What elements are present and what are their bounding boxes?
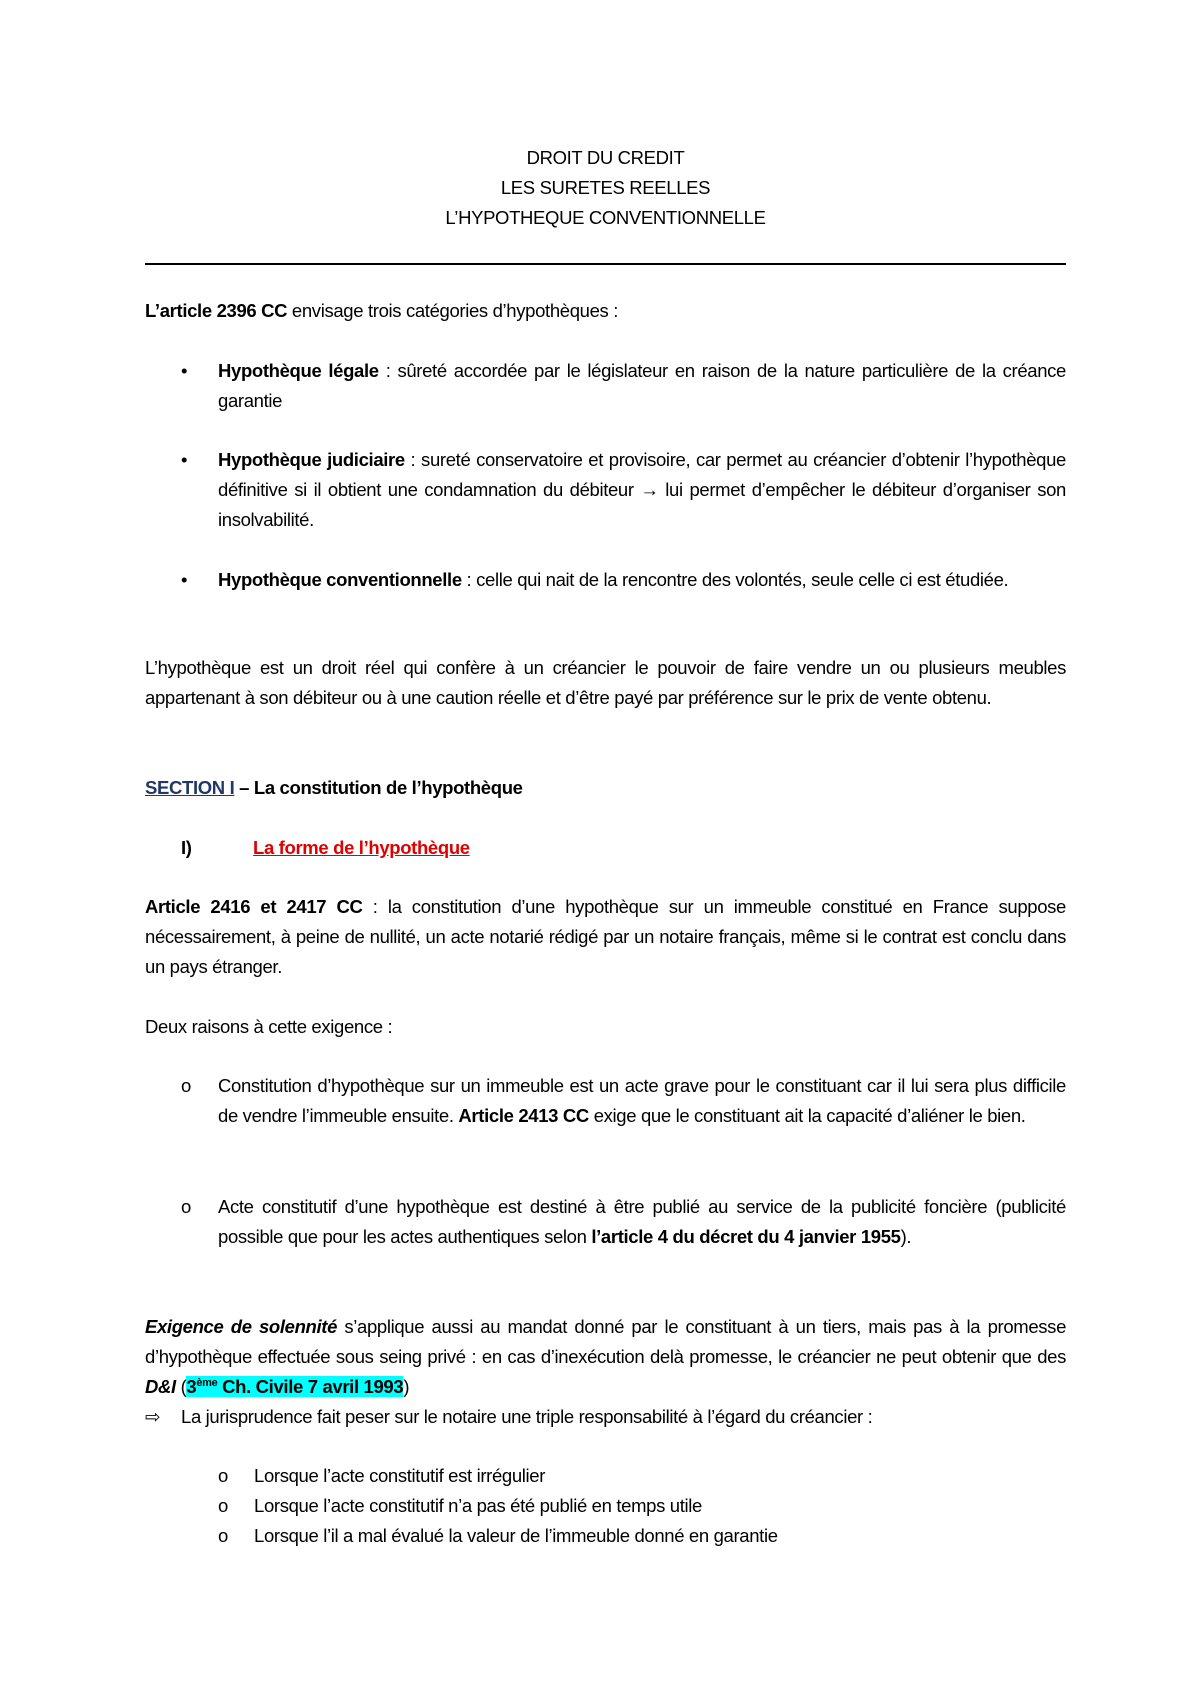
item-text: Acte constitutif d’une hypothèque est destiné à être publié au service de la publicité foncière (publicité possible que pour les actes authentiques selon: [218, 1196, 1066, 1247]
paren: ): [403, 1376, 410, 1397]
bullet-icon: •: [181, 569, 188, 590]
reasons-intro: Deux raisons à cette exigence :: [145, 1016, 393, 1037]
item-term: Hypothèque légale: [218, 360, 379, 381]
list-item: [145, 356, 1066, 416]
solemnity-text: s’applique aussi au mandat donné par le constituant à un tiers, mais pas à la promesse d’hypothèque effectuée sous seing privé : en cas d’inexécution delà promesse, le créancier ne peut obtenir que des: [145, 1316, 1067, 1367]
title-line: DROIT DU CREDIT: [526, 147, 685, 168]
list-item: [145, 565, 1066, 595]
ref-sup: ème: [196, 1376, 218, 1389]
part-heading: [145, 833, 1066, 863]
damages-abbr: D&I: [145, 1376, 176, 1397]
section-heading: [145, 773, 1066, 803]
list-item: [145, 1071, 1066, 1131]
circle-bullet-icon: o: [218, 1525, 228, 1546]
section-label: SECTION I: [145, 777, 235, 798]
list-item: [145, 1521, 1066, 1551]
part-number: I): [181, 837, 192, 858]
item-ref: Article 2413 CC: [458, 1105, 589, 1126]
bullet-icon: •: [181, 449, 188, 470]
section-title: – La constitution de l’hypothèque: [234, 777, 523, 798]
jurisprudence-text: La jurisprudence fait peser sur le notaire une triple responsabilité à l’égard du créancier :: [181, 1406, 873, 1427]
article-paragraph: [145, 892, 1066, 982]
list-item: [145, 1192, 1066, 1252]
jurisprudence-line: [145, 1402, 1066, 1432]
list-item: [145, 445, 1066, 535]
ref-rest: Ch. Civile 7 avril 1993: [217, 1376, 404, 1397]
intro-text: envisage trois catégories d’hypothèques :: [287, 300, 618, 321]
intro-paragraph: [145, 296, 1066, 326]
item-term: Hypothèque judiciaire: [218, 449, 405, 470]
article-text: : la constitution d’une hypothèque sur un immeuble constitué en France suppose nécessairement, à peine de nullité, un acte notarié rédigé par un notaire français, même si le contrat est conclu dans un pays étranger.: [145, 896, 1066, 977]
item-text: Lorsque l’acte constitutif est irrégulier: [254, 1465, 546, 1486]
arrow-icon: ⇨: [145, 1406, 161, 1427]
circle-bullet-icon: o: [181, 1196, 191, 1217]
article-ref: Article 2416 et 2417 CC: [145, 896, 363, 917]
item-text: ).: [900, 1226, 912, 1247]
horizontal-rule: [145, 263, 1066, 265]
list-item: [145, 1491, 1066, 1521]
document-title: [145, 143, 1066, 233]
bullet-icon: •: [181, 360, 188, 381]
item-text: : sûreté accordée par le législateur en raison de la nature particulière de la créance garantie: [218, 360, 1066, 411]
title-line: L’HYPOTHEQUE CONVENTIONNELLE: [445, 207, 766, 228]
paren: (: [175, 1376, 187, 1397]
title-line: LES SURETES REELLES: [500, 177, 711, 198]
definition-paragraph: L’hypothèque est un droit réel qui confère à un créancier le pouvoir de faire vendre un ou plusieurs meubles appartenant à son débiteur ou à une caution réelle et d’être payé par préférence sur le prix de vente obtenu.: [145, 657, 1066, 708]
part-title: La forme de l’hypothèque: [253, 837, 470, 858]
intro-ref: L’article 2396 CC: [145, 300, 288, 321]
item-text: Constitution d’hypothèque sur un immeuble est un acte grave pour le constituant car il lui sera plus difficile de vendre l’immeuble ensuite.: [218, 1075, 1066, 1126]
item-text: Lorsque l’il a mal évalué la valeur de l’immeuble donné en garantie: [254, 1525, 778, 1546]
item-text: Lorsque l’acte constitutif n’a pas été publié en temps utile: [254, 1495, 702, 1516]
circle-bullet-icon: o: [181, 1075, 191, 1096]
circle-bullet-icon: o: [218, 1495, 228, 1516]
item-text: : celle qui nait de la rencontre des volontés, seule celle ci est étudiée.: [461, 569, 1009, 590]
item-ref: l’article 4 du décret du 4 janvier 1955: [591, 1226, 901, 1247]
item-text: : sureté conservatoire et provisoire, car permet au créancier d’obtenir l’hypothèque définitive si il obtient une condamnation du débiteur → lui permet d’empêcher le débiteur d’organiser son insolvabilité.: [218, 449, 1066, 530]
ref-num: 3: [186, 1376, 197, 1397]
item-text: exige que le constituant ait la capacité d’aliéner le bien.: [588, 1105, 1026, 1126]
list-item: [145, 1461, 1066, 1491]
circle-bullet-icon: o: [218, 1465, 228, 1486]
case-reference: [186, 1376, 403, 1397]
solemnity-paragraph: [145, 1312, 1066, 1402]
solemnity-term: Exigence de solennité: [145, 1316, 338, 1337]
item-term: Hypothèque conventionnelle: [218, 569, 462, 590]
